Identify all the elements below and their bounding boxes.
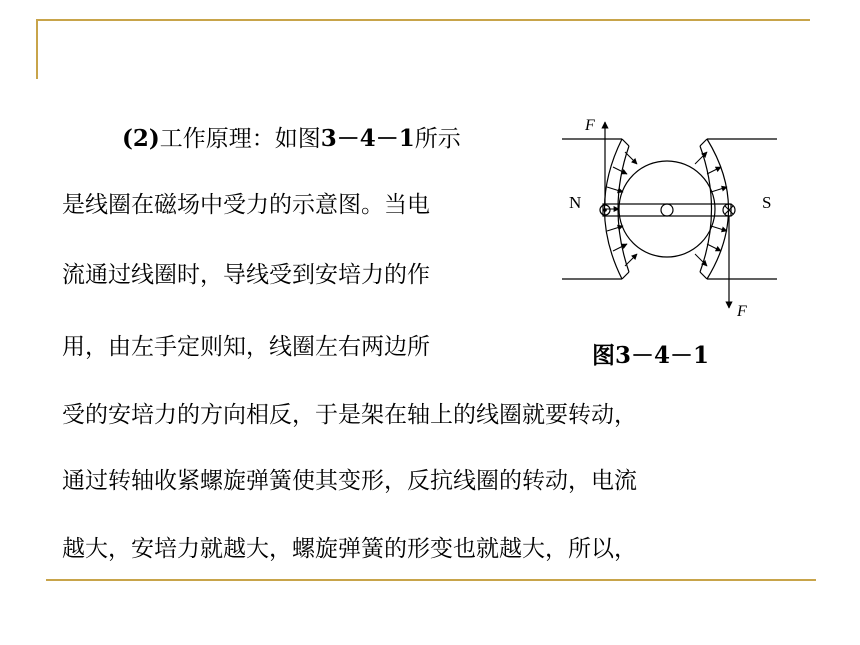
- text-line-4: 用，由左手定则知，线圈左右两边所: [62, 334, 430, 360]
- galvanometer-figure: [545, 112, 795, 322]
- text-line-6: 通过转轴收紧螺旋弹簧使其变形，反抗线圈的转动，电流: [62, 468, 637, 494]
- item-number: (2): [122, 125, 160, 152]
- north-pole-label: N: [569, 193, 582, 212]
- top-rule: [36, 19, 810, 21]
- line-1-rest: 所示: [414, 126, 461, 152]
- force-label-bottom: F: [737, 303, 747, 320]
- force-label-top: F: [585, 117, 595, 134]
- line-1-text: 工作原理：如图: [159, 126, 321, 152]
- text-line-2: 是线圈在磁场中受力的示意图。当电: [62, 192, 430, 218]
- south-pole-label: S: [762, 193, 772, 212]
- figure-ref: 3－4－1: [320, 125, 415, 152]
- text-line-3: 流通过线圈时，导线受到安培力的作: [62, 262, 430, 288]
- figure-caption: 图3－4－1: [592, 342, 710, 369]
- bottom-rule: [46, 579, 816, 581]
- text-line-7: 越大，安培力就越大，螺旋弹簧的形变也就越大，所以，: [62, 536, 637, 562]
- text-line-5: 受的安培力的方向相反，于是架在轴上的线圈就要转动，: [62, 402, 637, 428]
- text-line-1: [122, 124, 461, 154]
- left-rule: [36, 19, 38, 79]
